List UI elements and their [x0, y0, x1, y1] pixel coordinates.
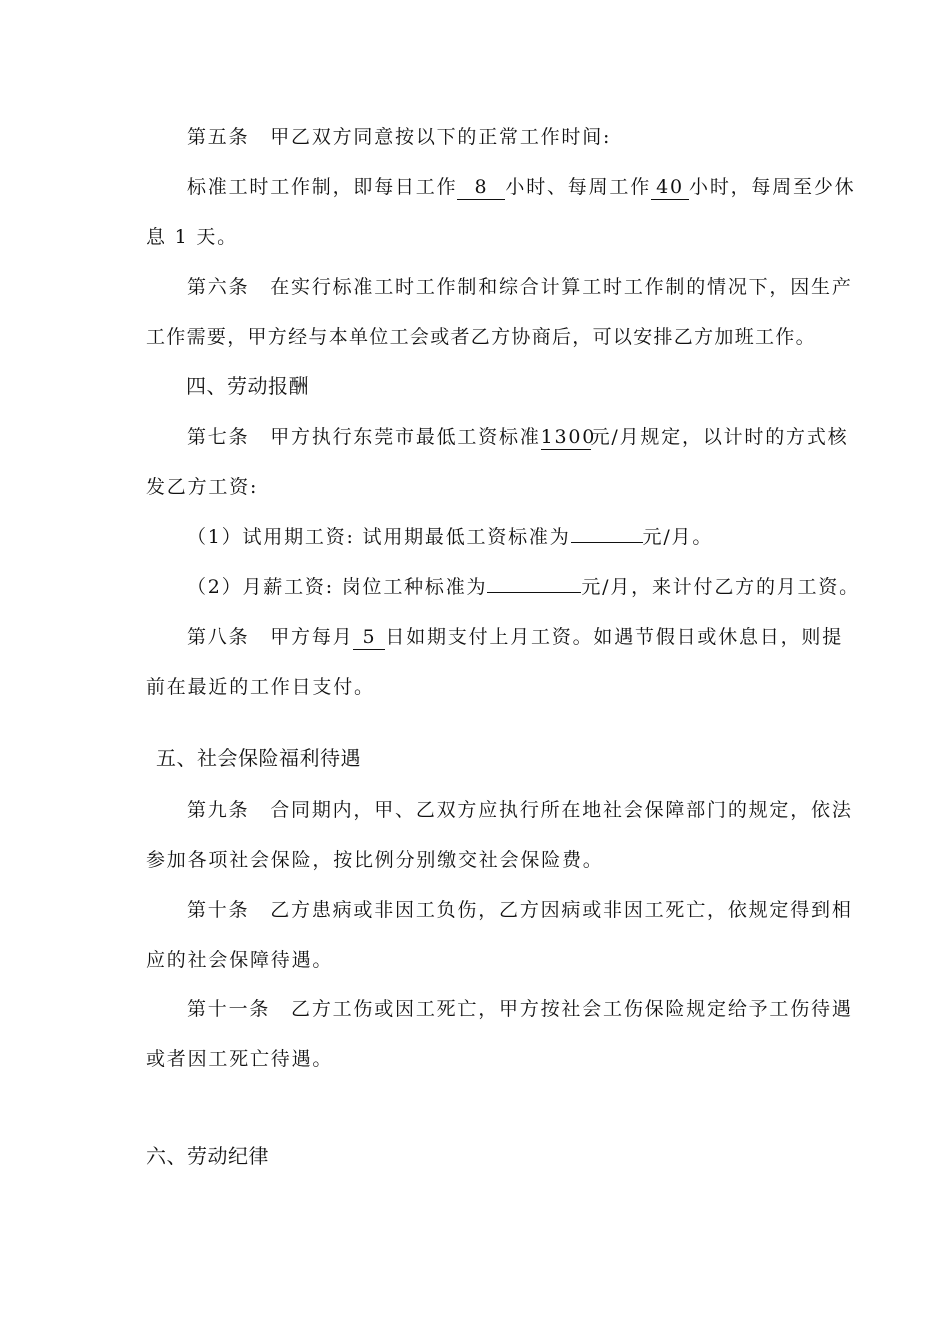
monthly-wage-blank [487, 592, 581, 593]
text-segment: 元/月规定，以计时的方式核 [590, 426, 849, 448]
article-text: 乙方工伤或因工死亡，甲方按社会工伤保险规定给予工伤待遇 [291, 998, 853, 1020]
text-segment: 小时、每周工作 [505, 176, 652, 198]
article-title: 第五条 [187, 126, 250, 148]
article-title: 第十一条 [187, 998, 271, 1020]
article-9-line-2: 参加各项社会保险，按比例分别缴交社会保险费。 [146, 849, 604, 871]
text-segment: 小时，每周至少休 [689, 176, 856, 198]
text-segment: 元/月。 [642, 526, 714, 548]
article-10-line-1 [187, 897, 853, 923]
article-text: 合同期内，甲、乙双方应执行所在地社会保障部门的规定，依法 [270, 799, 853, 821]
article-text: 在实行标准工时工作制和综合计算工时工作制的情况下，因生产 [270, 276, 853, 298]
article-title: 第七条 [187, 426, 250, 448]
text-segment: 日如期支付上月工资。如遇节假日或休息日，则提 [385, 626, 844, 648]
article-title: 第十条 [187, 899, 250, 921]
article-title: 第九条 [187, 799, 250, 821]
article-11-line-2: 或者因工死亡待遇。 [146, 1048, 334, 1070]
article-11-line-1 [187, 996, 853, 1022]
text-segment: 甲方执行东莞市最低工资标准 [270, 426, 541, 448]
article-title: 第八条 [187, 626, 250, 648]
article-8-line-1 [187, 624, 850, 650]
article-5-line-3: 息 1 天。 [146, 226, 238, 248]
text-segment: 甲方每月 [270, 626, 354, 648]
minimum-wage-field: 1300 [540, 426, 597, 448]
article-text: 甲乙双方同意按以下的正常工作时间: [270, 126, 612, 148]
probation-wage-blank [571, 542, 643, 543]
text-segment: （1）试用期工资: 试用期最低工资标准为 [187, 526, 571, 548]
text-segment: 元/月，来计付乙方的月工资。 [581, 576, 860, 598]
article-7-item-2 [187, 574, 860, 600]
article-7-item-1 [187, 524, 850, 550]
article-5-line-2 [187, 174, 856, 200]
article-title: 第六条 [187, 276, 250, 298]
section-6-heading: 六、劳动纪律 [146, 1144, 269, 1168]
article-7-line-1 [187, 424, 850, 450]
article-10-line-2: 应的社会保障待遇。 [146, 949, 334, 971]
article-6-line-2: 工作需要，甲方经与本单位工会或者乙方协商后，可以安排乙方加班工作。 [146, 326, 816, 348]
article-5-line-1 [187, 124, 850, 150]
section-5-heading: 五、社会保险福利待遇 [156, 746, 361, 770]
article-7-line-2: 发乙方工资: [146, 476, 259, 498]
article-9-line-1 [187, 797, 853, 823]
section-4-heading: 四、劳动报酬 [186, 374, 309, 398]
weekly-hours-field: 40 [651, 175, 689, 200]
article-8-line-2: 前在最近的工作日支付。 [146, 676, 375, 698]
article-text: 乙方患病或非因工负伤，乙方因病或非因工死亡，依规定得到相 [270, 899, 853, 921]
text-segment: 标准工时工作制，即每日工作 [187, 176, 458, 198]
daily-hours-field: 8 [457, 175, 505, 200]
article-6-line-1 [187, 274, 853, 300]
text-segment: （2）月薪工资: 岗位工种标准为 [187, 576, 488, 598]
pay-day-field: 5 [353, 625, 385, 650]
